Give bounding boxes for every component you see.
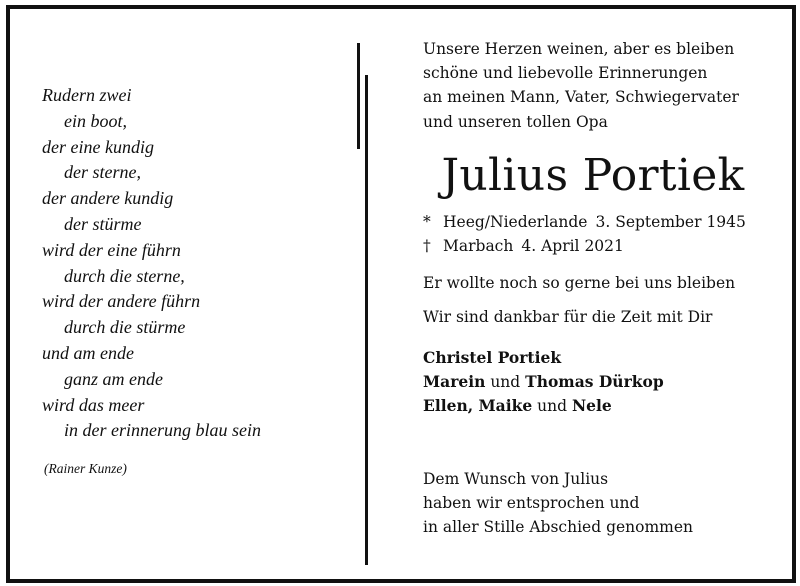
family-joiner: und [490,373,521,392]
intro-line: Unsere Herzen weinen, aber es bleiben [423,40,735,58]
closing-line: Dem Wunsch von Julius [423,470,609,489]
family-row [423,346,783,370]
poem-author: (Rainer Kunze) [44,461,127,476]
deceased-name: Julius Portiek [441,149,745,201]
vertical-divider [357,43,360,149]
intro-line: und unseren tollen Opa [423,112,608,131]
death-date: 4. April 2021 [521,237,624,256]
family-name: Ellen, Maike [423,396,533,416]
obituary-card [6,5,796,583]
intro-line: an meinen Mann, Vater, Schwiegervater [423,88,739,107]
poem-line: wird der andere führn [42,291,201,312]
poem-line: ganz am ende [64,368,163,389]
message-line: Er wollte noch so gerne bei uns bleiben [423,274,736,293]
poem-line: in der erinnerung blau sein [64,420,261,441]
closing-line: in aller Stille Abschied genommen [423,517,694,536]
poem-line: und am ende [42,342,134,363]
poem-line: der stürme [64,213,142,234]
poem-line: der eine kundig [42,136,154,157]
family-name: Marein [423,372,486,392]
birth-symbol: * [423,212,431,231]
poem-line: der andere kundig [42,188,174,209]
poem-line: durch die sterne, [64,265,185,286]
obituary-text [423,37,783,540]
family-joiner: und [537,397,568,416]
poem-line: durch die stürme [64,317,186,338]
vertical-divider [365,75,368,565]
birth-date: 3. September 1945 [595,212,746,231]
poem-line: Rudern zwei [42,85,132,105]
poem [42,83,342,444]
death-place: Marbach [443,237,514,256]
family-name: Thomas Dürkop [525,372,664,392]
family-row [423,394,783,418]
poem-line: ein boot, [64,110,127,131]
family-list [423,346,783,418]
poem-line: wird das meer [42,394,145,415]
death-symbol: † [423,237,431,256]
family-name: Nele [571,396,612,416]
intro-text [423,37,783,134]
family-name: Christel Portiek [423,348,562,368]
message-line: Wir sind dankbar für die Zeit mit Dir [423,308,713,327]
birth-place: Heeg/Niederlande [443,212,588,231]
birth-line [423,210,783,234]
death-line [423,234,783,258]
poem-line: wird der eine führn [42,239,181,260]
poem-line: der sterne, [64,162,141,183]
family-row [423,370,783,394]
closing-text [423,468,783,539]
life-dates [423,210,783,258]
intro-line: schöne und liebevolle Erinnerungen [423,64,708,83]
closing-line: haben wir entsprochen und [423,494,640,513]
